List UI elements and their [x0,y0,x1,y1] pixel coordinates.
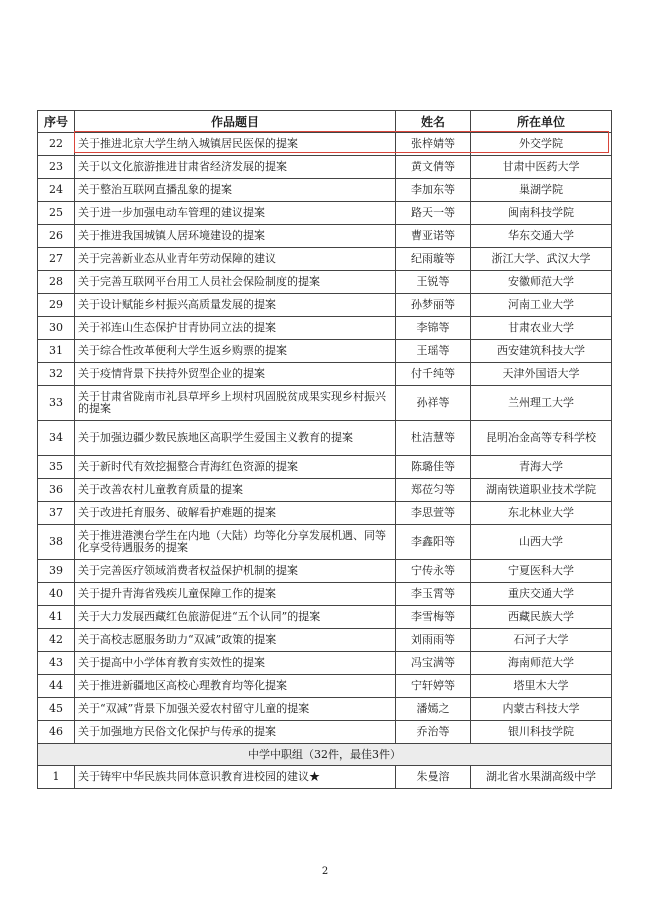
row-unit: 西藏民族大学 [471,606,612,629]
row-name: 孙祥等 [396,386,471,421]
row-unit: 闽南科技学院 [471,202,612,225]
row-unit: 甘肃中医药大学 [471,156,612,179]
row-name: 乔治等 [396,721,471,744]
row-title: 关于疫情背景下扶持外贸型企业的提案 [75,363,396,386]
row-num: 35 [38,456,75,479]
table-header-row [38,111,612,133]
row-unit: 兰州理工大学 [471,386,612,421]
row-title: 关于推进新疆地区高校心理教育均等化提案 [75,675,396,698]
row-num: 41 [38,606,75,629]
table-row [38,525,612,560]
row-name: 王瑶等 [396,340,471,363]
table-row [38,363,612,386]
table-row [38,421,612,456]
header-unit: 所在单位 [471,111,612,133]
header-num: 序号 [38,111,75,133]
row-name: 郑莅匀等 [396,479,471,502]
row-num: 25 [38,202,75,225]
row-unit: 内蒙古科技大学 [471,698,612,721]
table-row [38,652,612,675]
page-number: 2 [321,866,329,877]
row-name: 黄文倩等 [396,156,471,179]
row-num: 28 [38,271,75,294]
row-num: 37 [38,502,75,525]
row-title: 关于加强边疆少数民族地区高职学生爱国主义教育的提案 [75,421,396,456]
row-name: 曹亚诺等 [396,225,471,248]
row-num: 30 [38,317,75,340]
table-row [38,583,612,606]
table-row [38,386,612,421]
row-unit: 重庆交通大学 [471,583,612,606]
row-title: 关于加强地方民俗文化保护与传承的提案 [75,721,396,744]
row-num: 40 [38,583,75,606]
row-num: 45 [38,698,75,721]
table-row [38,698,612,721]
row-unit: 巢湖学院 [471,179,612,202]
row-name: 潘嫣之 [396,698,471,721]
row-unit: 安徽师范大学 [471,271,612,294]
row-name: 冯宝满等 [396,652,471,675]
row-title: 关于综合性改革便利大学生返乡购票的提案 [75,340,396,363]
row-num: 38 [38,525,75,560]
row-title: 关于设计赋能乡村振兴高质量发展的提案 [75,294,396,317]
row-name: 李玉霄等 [396,583,471,606]
row-num: 43 [38,652,75,675]
row-title: 关于推进港澳台学生在内地（大陆）均等化分享发展机遇、同等化享受待遇服务的提案 [75,525,396,560]
header-title: 作品题目 [75,111,396,133]
row-title: 关于新时代有效挖掘整合青海红色资源的提案 [75,456,396,479]
row-num: 29 [38,294,75,317]
row-num: 23 [38,156,75,179]
table-row [38,340,612,363]
row-unit: 青海大学 [471,456,612,479]
row-num: 39 [38,560,75,583]
table-row [38,133,612,156]
row-name: 孙梦丽等 [396,294,471,317]
table-row [38,248,612,271]
table-row [38,560,612,583]
table-row [38,606,612,629]
row-num: 24 [38,179,75,202]
row-name: 陈璐佳等 [396,456,471,479]
row-num: 22 [38,133,75,156]
row-title: 关于以文化旅游推进甘肃省经济发展的提案 [75,156,396,179]
table-row [38,456,612,479]
table-row [38,766,612,789]
row-name: 李加东等 [396,179,471,202]
row-unit: 湖南铁道职业技术学院 [471,479,612,502]
row-name: 付千纯等 [396,363,471,386]
section-title: 中学中职组（32件，最佳3件） [38,744,612,766]
table-row [38,156,612,179]
row-name: 张梓婧等 [396,133,471,156]
row-name: 朱曼溶 [396,766,471,789]
row-unit: 银川科技学院 [471,721,612,744]
table-row [38,629,612,652]
section-body [38,766,612,789]
row-name: 李雪梅等 [396,606,471,629]
row-title: 关于改善农村儿童教育质量的提案 [75,479,396,502]
table-row [38,502,612,525]
row-unit: 外交学院 [471,133,612,156]
row-unit: 湖北省水果湖高级中学 [471,766,612,789]
row-name: 杜洁慧等 [396,421,471,456]
row-unit: 浙江大学、武汉大学 [471,248,612,271]
row-title: 关于推进北京大学生纳入城镇居民医保的提案 [75,133,396,156]
table-row [38,675,612,698]
row-num: 44 [38,675,75,698]
row-unit: 山西大学 [471,525,612,560]
row-num: 26 [38,225,75,248]
row-unit: 石河子大学 [471,629,612,652]
row-unit: 昆明冶金高等专科学校 [471,421,612,456]
row-name: 李锦等 [396,317,471,340]
table-row [38,202,612,225]
row-title: 关于推进我国城镇人居环境建设的提案 [75,225,396,248]
row-title: 关于整治互联网直播乱象的提案 [75,179,396,202]
row-num: 46 [38,721,75,744]
row-title: 关于大力发展西藏红色旅游促进“五个认同”的提案 [75,606,396,629]
table-row [38,317,612,340]
table-row [38,225,612,248]
row-unit: 东北林业大学 [471,502,612,525]
table-row [38,479,612,502]
row-title: 关于进一步加强电动车管理的建议提案 [75,202,396,225]
row-name: 宁传永等 [396,560,471,583]
row-unit: 塔里木大学 [471,675,612,698]
row-unit: 华东交通大学 [471,225,612,248]
row-num: 42 [38,629,75,652]
row-num: 36 [38,479,75,502]
row-unit: 西安建筑科技大学 [471,340,612,363]
row-name: 宁轩婷等 [396,675,471,698]
row-unit: 宁夏医科大学 [471,560,612,583]
row-name: 刘雨雨等 [396,629,471,652]
row-num: 27 [38,248,75,271]
row-title: 关于“双减”背景下加强关爱农村留守儿童的提案 [75,698,396,721]
row-title: 关于高校志愿服务助力“双减”政策的提案 [75,629,396,652]
row-num: 31 [38,340,75,363]
row-title: 关于完善新业态从业青年劳动保障的建议 [75,248,396,271]
row-title: 关于甘肃省陇南市礼县草坪乡上坝村巩固脱贫成果实现乡村振兴的提案 [75,386,396,421]
row-title: 关于改进托育服务、破解看护难题的提案 [75,502,396,525]
row-title: 关于完善医疗领域消费者权益保护机制的提案 [75,560,396,583]
row-name: 纪雨璇等 [396,248,471,271]
row-name: 王锐等 [396,271,471,294]
row-title: 关于完善互联网平台用工人员社会保险制度的提案 [75,271,396,294]
results-table [37,110,612,789]
row-num: 33 [38,386,75,421]
row-name: 路天一等 [396,202,471,225]
row-unit: 海南师范大学 [471,652,612,675]
row-name: 李鑫阳等 [396,525,471,560]
row-title: 关于铸牢中华民族共同体意识教育进校园的建议★ [75,766,396,789]
row-num: 1 [38,766,75,789]
row-unit: 天津外国语大学 [471,363,612,386]
row-num: 34 [38,421,75,456]
row-title: 关于提高中小学体育教育实效性的提案 [75,652,396,675]
table-row [38,721,612,744]
table-row [38,294,612,317]
table-body [38,133,612,744]
row-title: 关于提升青海省残疾儿童保障工作的提案 [75,583,396,606]
row-unit: 甘肃农业大学 [471,317,612,340]
row-num: 32 [38,363,75,386]
section-row [38,744,612,766]
table-row [38,271,612,294]
row-title: 关于祁连山生态保护甘青协同立法的提案 [75,317,396,340]
header-name: 姓名 [396,111,471,133]
table-row [38,179,612,202]
row-name: 李思萱等 [396,502,471,525]
row-unit: 河南工业大学 [471,294,612,317]
